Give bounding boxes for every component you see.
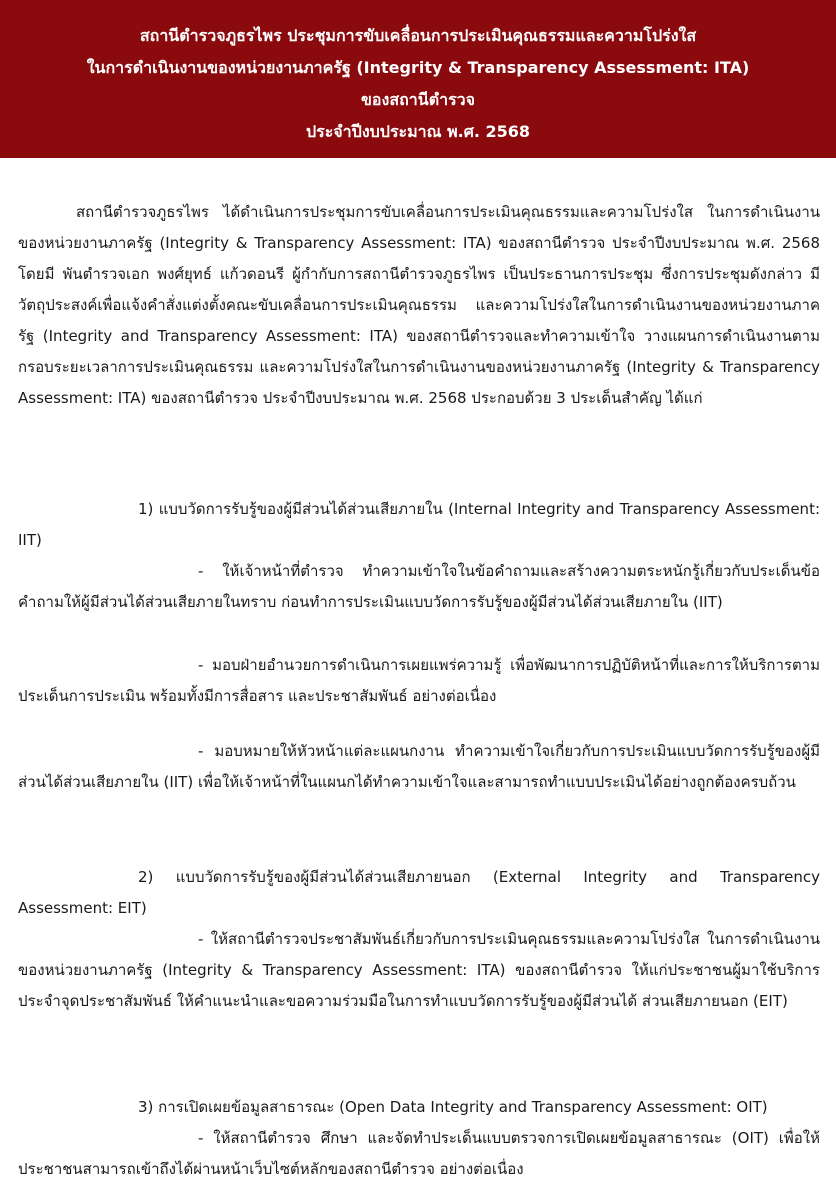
article-body (0, 158, 836, 1202)
header-title-line-3: ของสถานีตำรวจ (360, 90, 476, 109)
section-1-bullet-1: - ให้เจ้าหน้าที่ตำรวจ ทำความเข้าใจในข้อคำถามและสร้างความตระหนักรู้เกี่ยวกับประเด็นข้อคำถามให้ผู้มีส่วนได้ส่วนเสียภายในทราบ ก่อนทำการประเมินแบบวัดการรับรู้ของผู้มีส่วนได้ส่วนเสียภายใน (IIT) (18, 562, 820, 611)
section-1-bullet-3: - มอบหมายให้หัวหน้าแต่ละแผนกงาน ทำความเข้าใจเกี่ยวกับการประเมินแบบวัดการรับรู้ของผู้มีส่วนได้ส่วนเสียภายใน (IIT) เพื่อให้เจ้าหน้าที่ในแผนกได้ทำความเข้าใจและสามารถทำแบบประเมินได้อย่างถูกต้องครบถ้วน (18, 742, 820, 791)
section-2-heading: 2) แบบวัดการรับรู้ของผู้มีส่วนได้ส่วนเสียภายนอก (External Integrity and Transparency Assessment: EIT) (18, 868, 820, 917)
section-1-heading: 1) แบบวัดการรับรู้ของผู้มีส่วนได้ส่วนเสียภายใน (Internal Integrity and Transparency Assessment: IIT) (18, 500, 820, 549)
header-title-line-2: ในการดำเนินงานของหน่วยงานภาครัฐ (Integrity & Transparency Assessment: ITA) (86, 58, 750, 77)
section-2-bullet-1: - ให้สถานีตำรวจประชาสัมพันธ์เกี่ยวกับการประเมินคุณธรรมและความโปร่งใส ในการดำเนินงานของหน่วยงานภาครัฐ (Integrity & Transparency Assessment: ITA) ของสถานีตำรวจ ให้แก่ประชาชนผู้มาใช้บริการประจำจุดประชาสัมพันธ์ ให้คำแนะนำและขอความร่วมมือในการทำแบบวัดการรับรู้ของผู้มีส่วนได้ ส่วนเสียภายนอก (EIT) (18, 930, 820, 1010)
header-title-line-1: สถานีตำรวจภูธรไพร ประชุมการขับเคลื่อนการประเมินคุณธรรมและความโปร่งใส (139, 26, 697, 45)
section-3-bullet-1: - ให้สถานีตำรวจ ศึกษา และจัดทำประเด็นแบบตรวจการเปิดเผยข้อมูลสาธารณะ (OIT) เพื่อให้ประชาชนสามารถเข้าถึงได้ผ่านหน้าเว็บไซต์หลักของสถานีตำรวจ อย่างต่อเนื่อง (18, 1129, 820, 1178)
section-2 (18, 862, 820, 1017)
section-1-bullet-2: - มอบฝ่ายอำนวยการดำเนินการเผยแพร่ความรู้ เพื่อพัฒนาการปฏิบัติหน้าที่และการให้บริการตามประเด็นการประเมิน พร้อมทั้งมีการสื่อสาร และประชาสัมพันธ์ อย่างต่อเนื่อง (18, 656, 820, 705)
intro-paragraph-wrap (18, 197, 820, 414)
header-title-line-4: ประจำปีงบประมาณ พ.ศ. 2568 (305, 122, 531, 141)
section-1 (18, 494, 820, 618)
section-3 (18, 1092, 820, 1185)
header-banner (0, 0, 836, 158)
section-1-bullet-2-wrap (18, 650, 820, 712)
section-3-heading: 3) การเปิดเผยข้อมูลสาธารณะ (Open Data Integrity and Transparency Assessment: OIT) (138, 1098, 768, 1116)
intro-paragraph: สถานีตำรวจภูธรไพร ได้ดำเนินการประชุมการขับเคลื่อนการประเมินคุณธรรมและความโปร่งใส ในการดำเนินงานของหน่วยงานภาครัฐ (Integrity & Transparency Assessment: ITA) ของสถานีตำรวจ ประจำปีงบประมาณ พ.ศ. 2568 โดยมี พันตำรวจเอก พงศ์ยุทธ์ แก้วดอนรี ผู้กำกับการสถานีตำรวจภูธรไพร เป็นประธานการประชุม ซึ่งการประชุมดังกล่าว มีวัตถุประสงค์เพื่อแจ้งคำสั่งแต่งตั้งคณะขับเคลื่อนการประเมินคุณธรรม และความโปร่งใสในการดำเนินงานของหน่วยงานภาครัฐ (Integrity and Transparency Assessment: ITA) ของสถานีตำรวจและทำความเข้าใจ วางแผนการดำเนินงานตามกรอบระยะเวลาการประเมินคุณธรรม และความโปร่งใสในการดำเนินงานของหน่วยงานภาครัฐ (Integrity & Transparency Assessment: ITA) ของสถานีตำรวจ ประจำปีงบประมาณ พ.ศ. 2568 ประกอบด้วย 3 ประเด็นสำคัญ ได้แก่ (18, 203, 820, 407)
section-1-bullet-3-wrap (18, 736, 820, 798)
